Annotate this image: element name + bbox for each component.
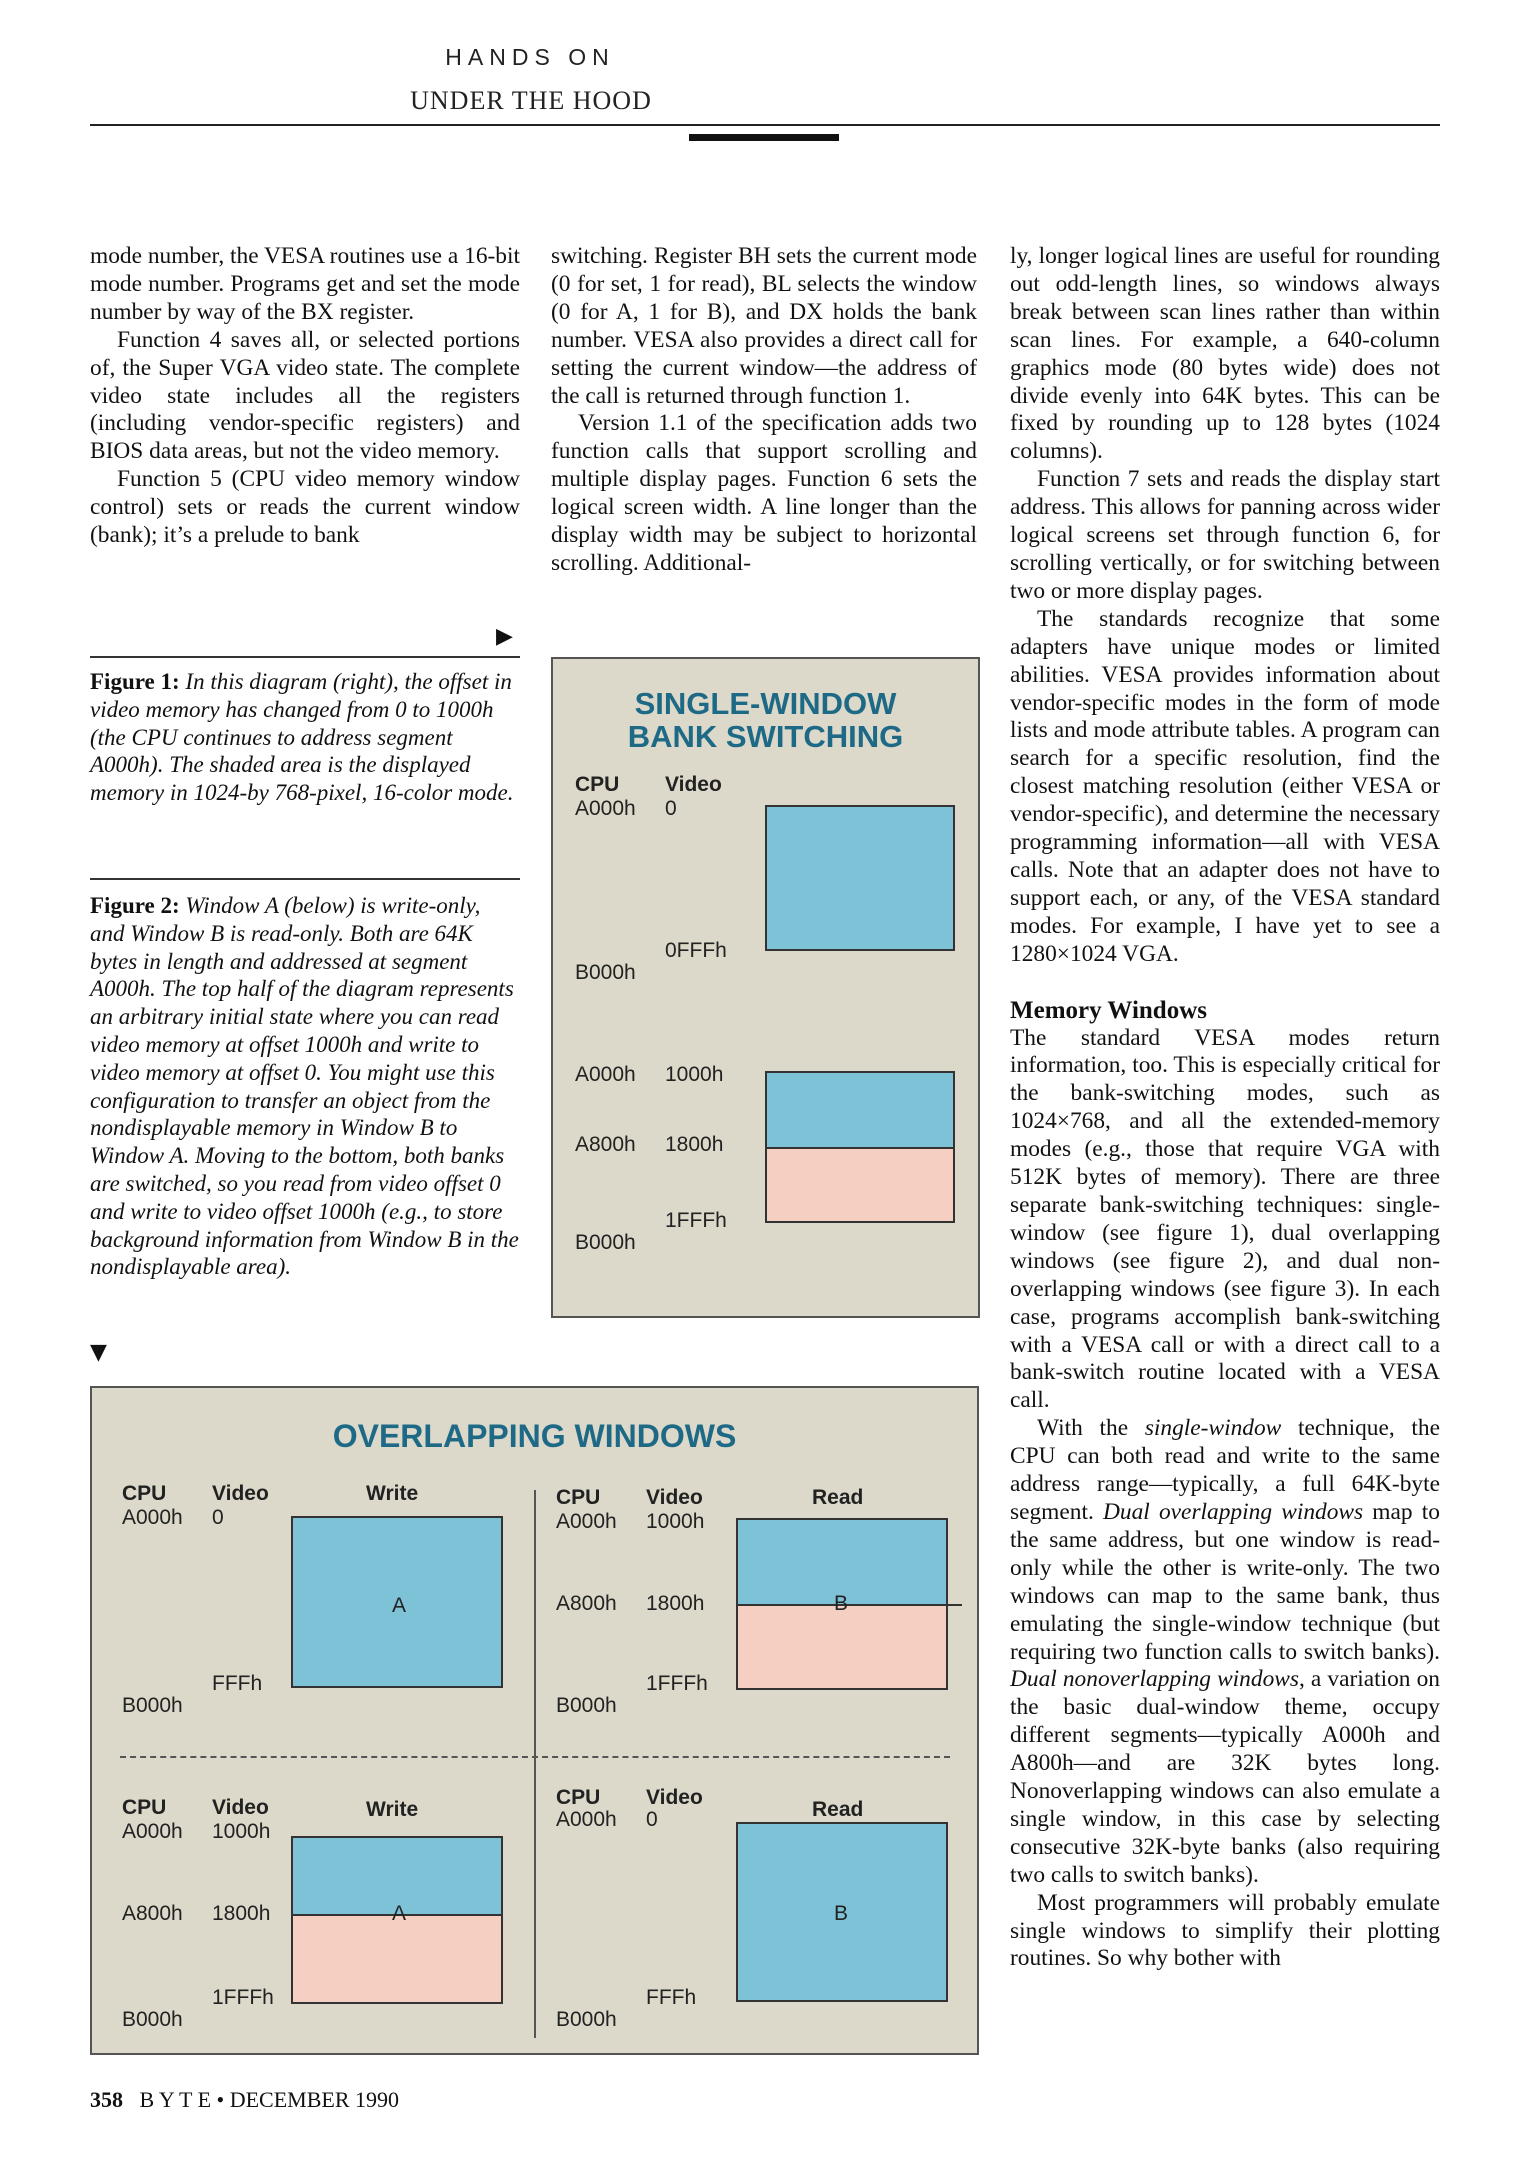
video-heading: Video — [212, 1482, 269, 1505]
vertical-divider — [534, 1490, 536, 2038]
video-offset: 1000h — [212, 1820, 271, 1843]
window-b-block — [736, 1604, 948, 1690]
cpu-address: B000h — [122, 1694, 183, 1717]
video-offset: 1000h — [646, 1510, 705, 1533]
caption-rule — [90, 656, 520, 658]
paragraph: Version 1.1 of the specification adds two function calls that support scrolling and multiple display pages. Function 6 sets the logical screen width. A line longer than the display width may be subject to horizontal scrolling. Additional- — [551, 410, 977, 576]
paragraph: switching. Register BH sets the current mode (0 for set, 1 for read), BL selects the window (0 for A, 1 for B), and DX holds the bank number. VESA also provides a direct call for setting the current window—the address of the call is returned through function 1. — [551, 243, 977, 409]
paragraph: Most programmers will probably emulate single windows to simplify their plotting routines. So why bother with — [1010, 1889, 1440, 1972]
paragraph: Function 7 sets and reads the display start address. This allows for panning across wider logical screens set through function 6, for scrolling vertically, or for switching between two or more display pages. — [1010, 466, 1440, 604]
figure-1-caption — [90, 668, 520, 807]
write-heading: Write — [366, 1798, 419, 1821]
cpu-address: B000h — [556, 1694, 617, 1717]
paragraph: The standard VESA modes return information, too. This is especially critical for the bank-switching modes, such as 1024×768, and all the extended-memory modes (e.g., those that require VGA with 512K bytes of memory). There are three separate bank-switching techniques: single-window (see figure 1), dual overlapping windows (see figure 2), and dual non-overlapping windows (see figure 3). In each case, programs accomplish bank-switching with a VESA call or with a direct call to a bank-switch routine located with a VESA call. — [1010, 1024, 1440, 1414]
emphasis: single-window — [1144, 1415, 1282, 1442]
figure-title-line: SINGLE-WINDOW — [634, 686, 897, 721]
video-offset: 1FFFh — [212, 1986, 274, 2009]
cpu-address: A800h — [122, 1902, 183, 1925]
read-heading: Read — [812, 1798, 864, 1821]
cpu-address: A800h — [556, 1592, 617, 1615]
write-heading: Write — [366, 1482, 419, 1505]
video-heading: Video — [212, 1796, 269, 1819]
text-run: map to the same address, but one window is read-only while the other is write-only. The two windows can map to the same bank, thus emulating the single-window technique (but requiring two function calls to switch banks). — [1010, 1498, 1440, 1665]
window-label: A — [392, 1594, 407, 1617]
column-1 — [90, 243, 520, 550]
figure-2-caption-text: Window A (below) is write-only, and Window B is read-only. Both are 64K bytes in length and addressed at segment A000h. The top half of the diagram represents an arbitrary initial state where you can read video memory at offset 1000h and write to video memory at offset 0. You might use this configuration to transfer an object from the nondisplayable memory in Window B to Window A. Moving to the bottom, both banks are switched, so you read from video offset 0 and write to video offset 1000h (e.g., to store background information from Window B in the nondisplayable area). — [90, 893, 519, 1280]
text-run: With the — [1037, 1415, 1145, 1442]
cpu-address: B000h — [575, 1231, 636, 1254]
figure-2-label: Figure 2: — [90, 893, 180, 918]
read-heading: Read — [812, 1486, 864, 1509]
figure-1-single-window — [551, 657, 980, 1318]
emphasis: Dual overlapping windows — [1103, 1498, 1364, 1525]
video-offset: FFFh — [646, 1986, 697, 2009]
figure-title-line: BANK SWITCHING — [627, 719, 904, 754]
magazine-name: B Y T E — [139, 2087, 212, 2112]
cpu-address: A800h — [575, 1133, 636, 1156]
video-heading: Video — [665, 773, 722, 796]
cpu-address: B000h — [575, 961, 636, 984]
nondisplayed-memory-block — [765, 1147, 955, 1223]
column-2 — [551, 243, 977, 578]
paragraph: ly, longer logical lines are useful for rounding out odd-length lines, so windows always break between scan lines rather than within scan lines. For example, a 640-column graphics mode (80 bytes wide) does not divide evenly into 64K bytes. This can be fixed by rounding up to 128 bytes (1024 columns). — [1010, 243, 1440, 465]
continue-down-icon: ▼ — [90, 1340, 107, 1365]
paragraph: Function 4 saves all, or selected portions of, the Super VGA video state. The complete video state includes all the registers (including vendor-specific registers) and BIOS data areas, but not the video memory. — [90, 326, 520, 465]
subsection-header: UNDER THE HOOD — [410, 86, 652, 115]
video-offset: 0FFFh — [665, 939, 727, 962]
text-run: , a variation on the basic dual-window theme, occupy different segments—typically A000h and A800h—and are 32K bytes long. Nonoverlapping windows can also emulate a single window, in this case by selecting consecutive 32K-byte banks (also requiring two calls to switch banks). — [1010, 1666, 1440, 1888]
footer-separator: • — [216, 2087, 225, 2112]
figure-2-overlapping-windows — [90, 1386, 979, 2055]
cpu-address: A000h — [575, 797, 636, 820]
video-offset: 1800h — [646, 1592, 705, 1615]
paragraph: Function 5 (CPU video memory window control) sets or reads the current window (bank); it’s a prelude to bank — [90, 466, 520, 549]
cpu-address: A000h — [575, 1063, 636, 1086]
video-offset: FFFh — [212, 1672, 263, 1695]
cpu-address: A000h — [122, 1820, 183, 1843]
paragraph: The standards recognize that some adapters have unique modes or limited abilities. VESA provides information about vendor-specific modes in the form of mode lists and mode attribute tables. A program can search for a specific resolution, find the closest matching resolution (either VESA or vendor-specific), and determine the necessary programming information—all with VESA calls. Note that an adapter does not have to support each, or any, of the VESA standard modes. For example, I have yet to see a 1280×1024 VGA. — [1010, 605, 1440, 967]
cpu-address: A000h — [556, 1510, 617, 1533]
video-offset: 1800h — [665, 1133, 724, 1156]
window-label: B — [834, 1592, 849, 1615]
header-rule — [90, 124, 1440, 126]
cpu-heading: CPU — [122, 1796, 167, 1819]
video-offset: 0 — [665, 797, 677, 820]
cpu-heading: CPU — [556, 1486, 601, 1509]
page-footer — [90, 2087, 399, 2113]
window-label: A — [392, 1902, 407, 1925]
displayed-memory-block — [765, 805, 955, 951]
section-header: HANDS ON — [445, 44, 615, 70]
section-heading: Memory Windows — [1010, 996, 1207, 1024]
cpu-address: A000h — [122, 1506, 183, 1529]
window-a-block — [291, 1914, 503, 2004]
page-number: 358 — [90, 2087, 123, 2112]
horizontal-divider — [120, 1756, 950, 1758]
figure-1-label: Figure 1: — [90, 669, 180, 694]
video-offset: 0 — [212, 1506, 224, 1529]
cpu-address: A000h — [556, 1808, 617, 1831]
cpu-heading: CPU — [556, 1786, 601, 1809]
video-offset: 1FFFh — [665, 1209, 727, 1232]
continue-right-icon: ▶ — [496, 624, 513, 649]
cpu-heading: CPU — [122, 1482, 167, 1505]
paragraph: mode number, the VESA routines use a 16-bit mode number. Programs get and set the mode number by way of the BX register. — [90, 243, 520, 325]
video-offset: 1800h — [212, 1902, 271, 1925]
video-offset: 1FFFh — [646, 1672, 708, 1695]
cpu-heading: CPU — [575, 773, 620, 796]
displayed-memory-block — [765, 1071, 955, 1149]
column-3 — [1010, 243, 1440, 1973]
window-label: B — [834, 1902, 849, 1925]
figure-2-title: OVERLAPPING WINDOWS — [332, 1418, 737, 1454]
text-run: technique, the CPU can both read and write to the same address range—typically, a full 64K-byte segment. — [1010, 1415, 1441, 1525]
issue-date: DECEMBER 1990 — [229, 2087, 400, 2112]
video-heading: Video — [646, 1786, 703, 1809]
video-offset: 1000h — [665, 1063, 724, 1086]
figure-1-caption-text: In this diagram (right), the offset in video memory has changed from 0 to 1000h (the CPU continues to address segment A000h). The shaded area is the displayed memory in 1024-by 768-pixel, 16-color mode. — [90, 669, 514, 806]
figure-1-title — [553, 687, 978, 753]
cpu-address: B000h — [122, 2008, 183, 2031]
caption-rule — [90, 878, 520, 880]
cpu-address: B000h — [556, 2008, 617, 2031]
figure-2-caption — [90, 892, 520, 1281]
header-rule-bar — [689, 134, 839, 141]
video-offset: 0 — [646, 1808, 658, 1831]
marker-line — [948, 1604, 962, 1606]
video-heading: Video — [646, 1486, 703, 1509]
paragraph — [1010, 1415, 1440, 1889]
emphasis: Dual nonoverlapping windows — [1010, 1666, 1299, 1693]
